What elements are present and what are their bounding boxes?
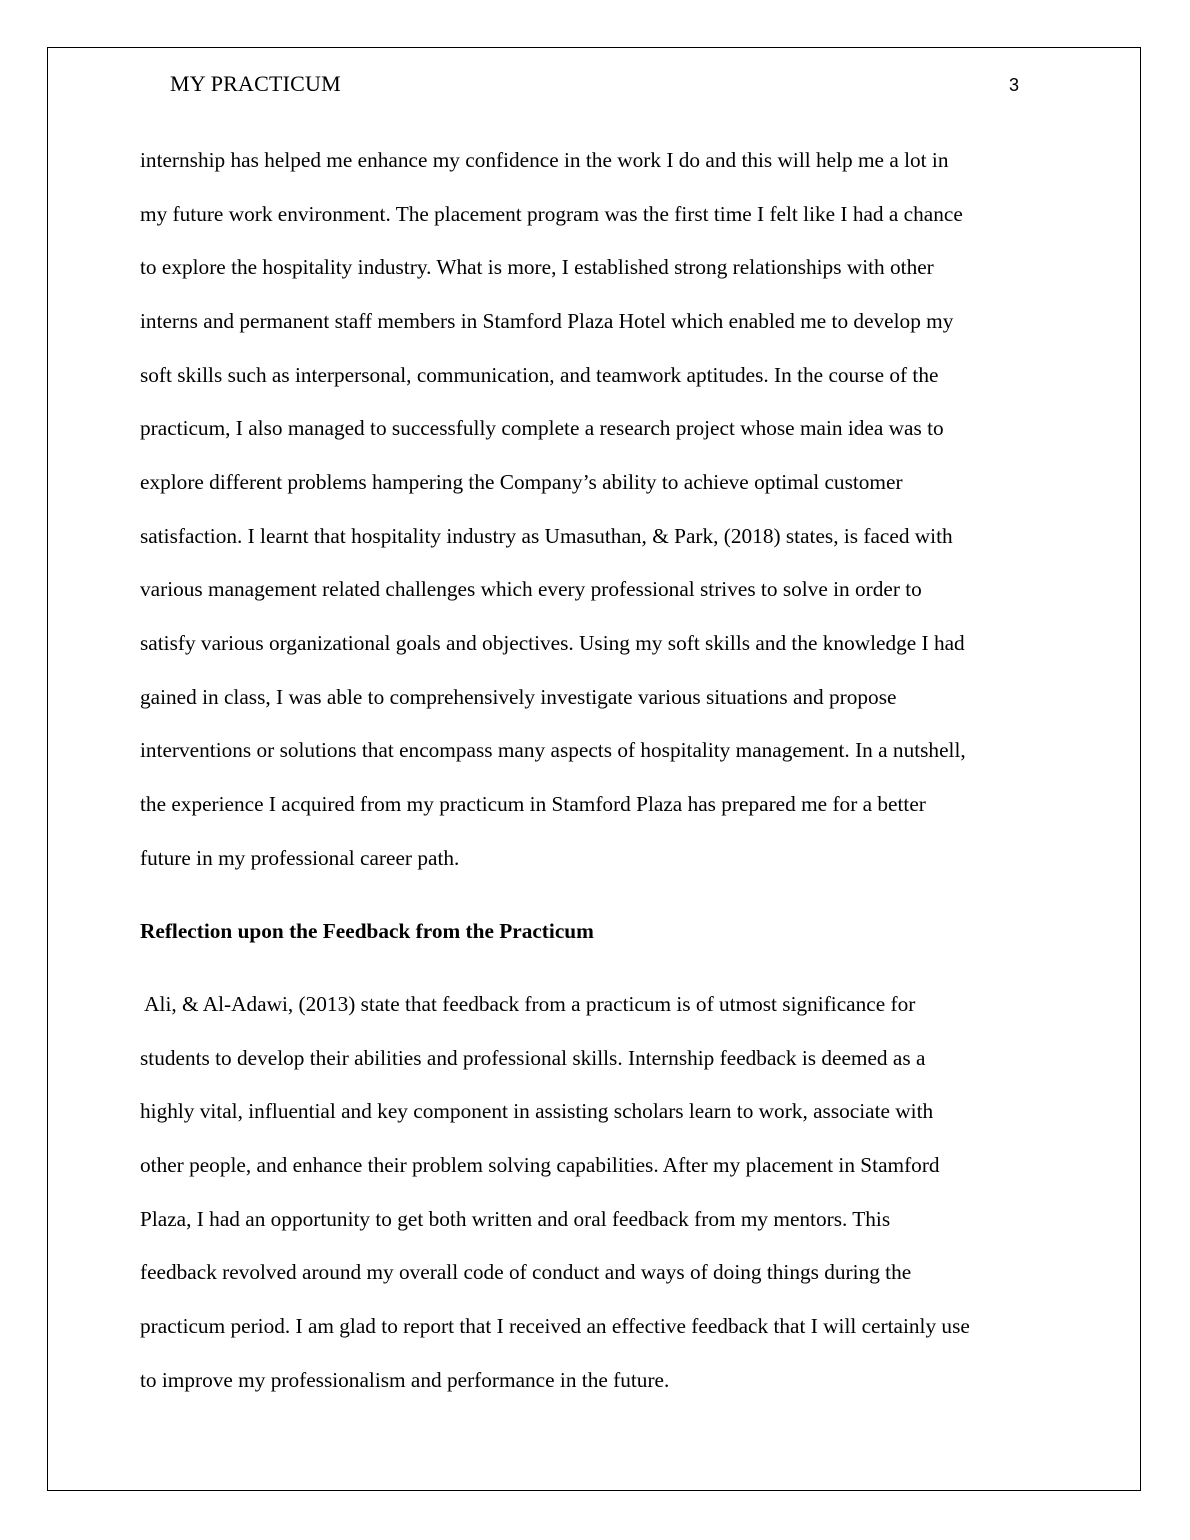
paragraph2-line: Ali, & Al-Adawi, (2013) state that feedback from a practicum is of utmost significance for	[140, 992, 916, 1016]
paragraph1-line: explore different problems hampering the Company’s ability to achieve optimal customer	[140, 470, 903, 494]
page-number: 3	[1009, 75, 1020, 95]
paragraph1-line: interventions or solutions that encompass many aspects of hospitality management. In a nutshell,	[140, 738, 966, 762]
paragraph2-line: to improve my professionalism and performance in the future.	[140, 1368, 670, 1392]
paragraph1-line: future in my professional career path.	[140, 846, 460, 870]
paragraph1-line: practicum, I also managed to successfully complete a research project whose main idea was to	[140, 416, 944, 440]
paragraph2-line: Plaza, I had an opportunity to get both written and oral feedback from my mentors. This	[140, 1207, 891, 1231]
section-heading: Reflection upon the Feedback from the Practicum	[140, 919, 594, 943]
paragraph2-line: highly vital, influential and key component in assisting scholars learn to work, associate with	[140, 1099, 934, 1123]
paragraph2-line: feedback revolved around my overall code of conduct and ways of doing things during the	[140, 1260, 912, 1284]
running-head: MY PRACTICUM	[170, 71, 341, 96]
paragraph1-line: various management related challenges which every professional strives to solve in order to	[140, 577, 922, 601]
paragraph1-line: interns and permanent staff members in Stamford Plaza Hotel which enabled me to develop my	[140, 309, 954, 333]
paragraph1-line: soft skills such as interpersonal, communication, and teamwork aptitudes. In the course of the	[140, 363, 939, 387]
paragraph1-line: gained in class, I was able to comprehensively investigate various situations and propose	[140, 685, 897, 709]
paragraph2-line: other people, and enhance their problem solving capabilities. After my placement in Stamford	[140, 1153, 940, 1177]
paragraph1-line: internship has helped me enhance my confidence in the work I do and this will help me a lot in	[140, 148, 949, 172]
paragraph1-line: my future work environment. The placement program was the first time I felt like I had a chance	[140, 202, 963, 226]
paragraph1-line: satisfaction. I learnt that hospitality industry as Umasuthan, & Park, (2018) states, is faced with	[140, 524, 953, 548]
paragraph1-line: satisfy various organizational goals and objectives. Using my soft skills and the knowledge I had	[140, 631, 965, 655]
paragraph1-line: the experience I acquired from my practicum in Stamford Plaza has prepared me for a better	[140, 792, 926, 816]
paragraph2-line: practicum period. I am glad to report that I received an effective feedback that I will certainly use	[140, 1314, 970, 1338]
paragraph1-line: to explore the hospitality industry. What is more, I established strong relationships with other	[140, 255, 934, 279]
paragraph2-line: students to develop their abilities and professional skills. Internship feedback is deemed as a	[140, 1046, 926, 1070]
